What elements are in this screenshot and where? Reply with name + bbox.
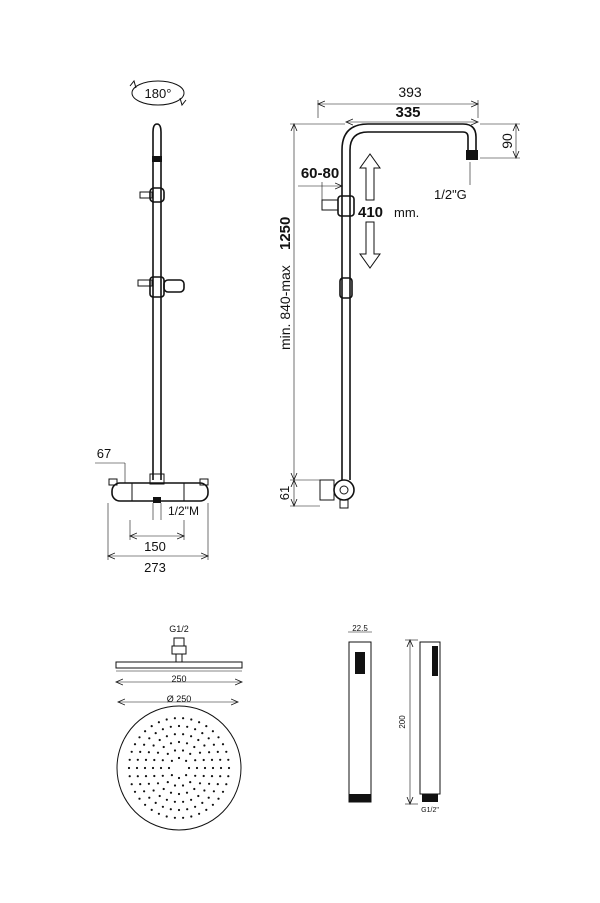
- nozzle-dot: [148, 783, 150, 785]
- dim-head-drop-label: 90: [499, 133, 515, 149]
- dim-reach-total-label: 393: [398, 84, 422, 100]
- nozzle-dot: [201, 802, 203, 804]
- nozzle-dot: [185, 774, 187, 776]
- nozzle-dot: [138, 736, 140, 738]
- nozzle-dot: [131, 751, 133, 753]
- nozzle-dot: [194, 806, 196, 808]
- nozzle-dot: [131, 783, 133, 785]
- nozzle-dot: [163, 746, 165, 748]
- nozzle-dot: [228, 767, 230, 769]
- nozzle-dot: [186, 726, 188, 728]
- nozzle-dot: [199, 782, 201, 784]
- nozzle-dot: [129, 759, 131, 761]
- dim-center-label: 150: [144, 539, 166, 554]
- dim-bottom-label: 61: [277, 485, 292, 501]
- nozzle-dot: [174, 784, 176, 786]
- nozzle-dot: [208, 737, 210, 739]
- nozzle-dot: [219, 775, 221, 777]
- nozzle-dot: [166, 815, 168, 817]
- nozzle-dot: [198, 721, 200, 723]
- nozzle-dot: [148, 751, 150, 753]
- nozzle-dot: [222, 743, 224, 745]
- nozzle-dot: [174, 733, 176, 735]
- nozzle-dot: [144, 730, 146, 732]
- hand-length-label: 200: [398, 715, 407, 729]
- nozzle-dot: [162, 775, 164, 777]
- nozzle-dot: [190, 799, 192, 801]
- nozzle-dot: [212, 767, 214, 769]
- nozzle-dot: [212, 804, 214, 806]
- nozzle-dot: [185, 760, 187, 762]
- nozzle-dot: [153, 744, 155, 746]
- nozzle-dot: [203, 775, 205, 777]
- nozzle-dot: [225, 751, 227, 753]
- nozzle-dot: [189, 781, 191, 783]
- nozzle-dot: [136, 767, 138, 769]
- nozzle-dot: [138, 798, 140, 800]
- nozzle-dot: [145, 775, 147, 777]
- shower-head-top: [117, 706, 241, 830]
- nozzle-dot: [198, 813, 200, 815]
- nozzle-dot: [217, 751, 219, 753]
- nozzle-dot: [129, 775, 131, 777]
- nozzle-dot: [194, 759, 196, 761]
- nozzle-dot: [170, 808, 172, 810]
- shower-diameter-label: Ø 250: [166, 694, 192, 704]
- nozzle-dot: [148, 737, 150, 739]
- nozzle-dot: [203, 789, 205, 791]
- nozzle-dot: [186, 742, 188, 744]
- nozzle-dot: [128, 767, 130, 769]
- shower-width-label: 250: [171, 674, 187, 684]
- nozzle-dot: [211, 759, 213, 761]
- nozzle-dot: [222, 791, 224, 793]
- nozzle-dot: [158, 813, 160, 815]
- nozzle-dot: [174, 717, 176, 719]
- nozzle-dot: [217, 798, 219, 800]
- nozzle-dot: [182, 733, 184, 735]
- nozzle-dot: [162, 806, 164, 808]
- nozzle-dot: [182, 717, 184, 719]
- nozzle-dot: [196, 767, 198, 769]
- nozzle-dot: [151, 725, 153, 727]
- nozzle-dot: [212, 730, 214, 732]
- adjust-down-arrow-icon: [360, 222, 380, 268]
- hand-connection-label: G1/2": [421, 807, 439, 814]
- nozzle-dot: [188, 767, 190, 769]
- nozzle-dot: [208, 783, 210, 785]
- nozzle-dot: [178, 757, 180, 759]
- side-shower-column: [320, 124, 478, 508]
- nozzle-dot: [143, 744, 145, 746]
- nozzle-dot: [205, 809, 207, 811]
- nozzle-dot: [144, 804, 146, 806]
- nozzle-dot: [159, 739, 161, 741]
- nozzle-dot: [163, 788, 165, 790]
- nozzle-dot: [219, 759, 221, 761]
- dim-adjust-unit: mm.: [394, 205, 420, 220]
- nozzle-dot: [144, 767, 146, 769]
- nozzle-dot: [174, 817, 176, 819]
- nozzle-dot: [190, 735, 192, 737]
- hand-shower-front: [349, 642, 371, 802]
- hand-width-label: 22.5: [352, 624, 368, 633]
- nozzle-dot: [174, 749, 176, 751]
- front-shower-column: [109, 124, 208, 520]
- nozzle-dot: [166, 718, 168, 720]
- hand-shower-view: [348, 624, 440, 814]
- nozzle-dot: [139, 751, 141, 753]
- nozzle-dot: [139, 783, 141, 785]
- nozzle-dot: [190, 718, 192, 720]
- nozzle-dot: [134, 743, 136, 745]
- dim-reach-label: 335: [395, 104, 421, 121]
- dim-offset-label: 67: [96, 446, 112, 461]
- shower-head-view: [116, 624, 242, 830]
- nozzle-dot: [203, 759, 205, 761]
- nozzle-dot: [171, 774, 173, 776]
- nozzle-dot: [155, 732, 157, 734]
- nozzle-dot: [170, 792, 172, 794]
- dim-total-label: 273: [144, 560, 166, 575]
- nozzle-dot: [182, 817, 184, 819]
- nozzle-dot: [208, 797, 210, 799]
- dim-wall-label: 60-80: [300, 165, 340, 182]
- nozzle-dot: [186, 808, 188, 810]
- dim-outlet-label: 1/2"G: [434, 187, 467, 202]
- nozzle-dot: [168, 767, 170, 769]
- nozzle-dot: [137, 775, 139, 777]
- shower-connection-label: G1/2: [169, 624, 189, 634]
- nozzle-dot: [170, 726, 172, 728]
- nozzle-dot: [167, 753, 169, 755]
- hand-shower-side: [420, 642, 440, 802]
- nozzle-dot: [178, 777, 180, 779]
- nozzle-dot: [158, 721, 160, 723]
- nozzle-dot: [194, 775, 196, 777]
- nozzle-dot: [178, 793, 180, 795]
- nozzle-dot: [153, 789, 155, 791]
- nozzle-dot: [171, 760, 173, 762]
- nozzle-dot: [162, 759, 164, 761]
- nozzle-dot: [197, 795, 199, 797]
- side-view: [277, 84, 520, 508]
- nozzle-dot: [186, 792, 188, 794]
- nozzle-dot: [160, 767, 162, 769]
- dim-inlet-label: 1/2"M: [168, 504, 199, 518]
- nozzle-dot: [148, 797, 150, 799]
- nozzle-pattern: [128, 717, 230, 819]
- nozzle-dot: [197, 739, 199, 741]
- nozzle-dot: [151, 809, 153, 811]
- nozzle-dot: [190, 815, 192, 817]
- nozzle-dot: [182, 749, 184, 751]
- nozzle-dot: [157, 782, 159, 784]
- nozzle-dot: [205, 725, 207, 727]
- nozzle-dot: [194, 728, 196, 730]
- shower-head-side: [116, 638, 242, 671]
- nozzle-dot: [152, 767, 154, 769]
- nozzle-dot: [178, 741, 180, 743]
- nozzle-dot: [155, 802, 157, 804]
- dim-adjust-value: 410: [358, 204, 384, 221]
- nozzle-dot: [208, 751, 210, 753]
- nozzle-dot: [167, 781, 169, 783]
- nozzle-dot: [193, 746, 195, 748]
- nozzle-dot: [170, 742, 172, 744]
- nozzle-dot: [213, 744, 215, 746]
- nozzle-dot: [227, 759, 229, 761]
- nozzle-dot: [166, 799, 168, 801]
- front-view: [95, 81, 208, 575]
- nozzle-dot: [159, 795, 161, 797]
- nozzle-dot: [201, 732, 203, 734]
- nozzle-dot: [174, 801, 176, 803]
- nozzle-dot: [217, 783, 219, 785]
- nozzle-dot: [178, 809, 180, 811]
- nozzle-dot: [157, 752, 159, 754]
- nozzle-dot: [182, 784, 184, 786]
- nozzle-dot: [227, 775, 229, 777]
- nozzle-dot: [178, 725, 180, 727]
- dim-height-value: 1250: [277, 216, 294, 250]
- nozzle-dot: [213, 790, 215, 792]
- nozzle-dot: [211, 775, 213, 777]
- nozzle-dot: [189, 753, 191, 755]
- nozzle-dot: [203, 744, 205, 746]
- dim-height-prefix: min. 840-max: [277, 265, 293, 350]
- nozzle-dot: [220, 767, 222, 769]
- nozzle-dot: [225, 783, 227, 785]
- adjust-up-arrow-icon: [360, 154, 380, 200]
- nozzle-dot: [134, 791, 136, 793]
- side-dimensions: [290, 100, 520, 506]
- nozzle-dot: [217, 736, 219, 738]
- nozzle-dot: [162, 728, 164, 730]
- nozzle-dot: [204, 767, 206, 769]
- nozzle-dot: [143, 790, 145, 792]
- rotation-label: 180°: [144, 86, 172, 101]
- nozzle-dot: [199, 752, 201, 754]
- nozzle-dot: [145, 759, 147, 761]
- nozzle-dot: [137, 759, 139, 761]
- nozzle-dot: [193, 788, 195, 790]
- nozzle-dot: [166, 735, 168, 737]
- nozzle-dot: [182, 801, 184, 803]
- nozzle-dot: [153, 775, 155, 777]
- nozzle-dot: [153, 759, 155, 761]
